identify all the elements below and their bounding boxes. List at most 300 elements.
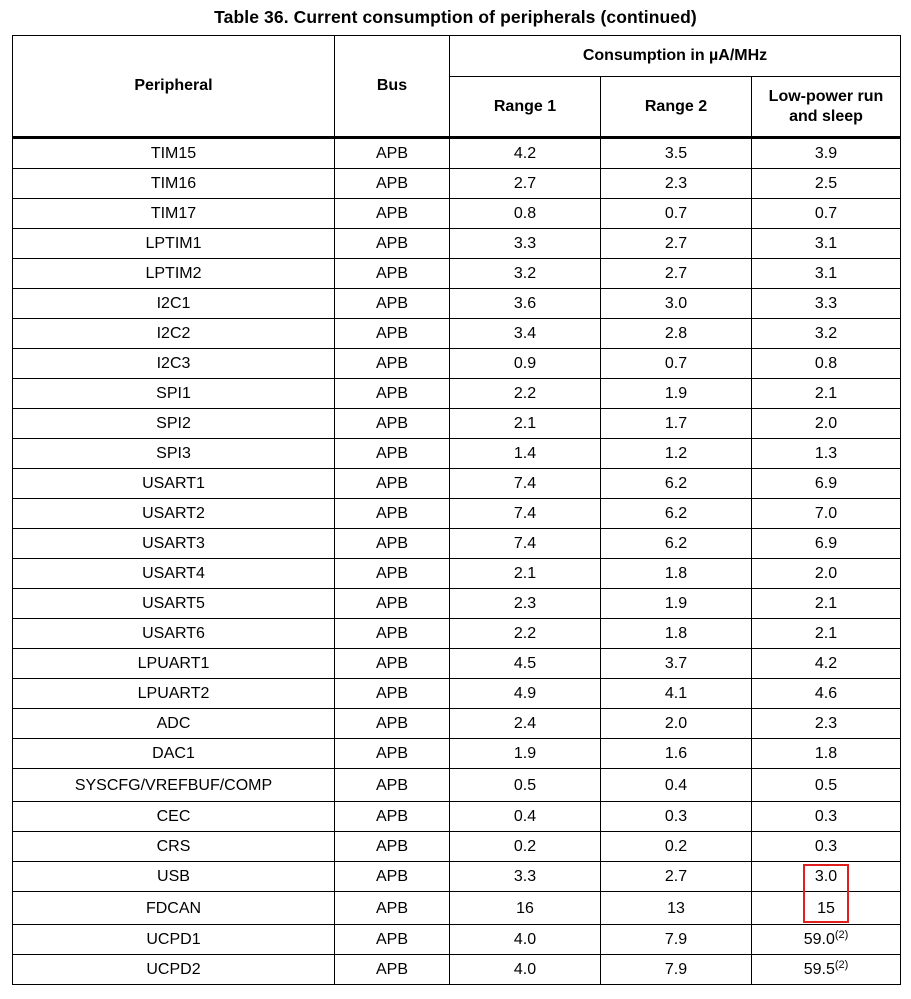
table-row [13, 955, 901, 985]
cell-lowpower-value: 3.1 [814, 265, 838, 282]
cell-lowpower-value: 1.3 [814, 445, 838, 462]
cell-range1 [450, 319, 601, 349]
cell-peripheral [13, 589, 335, 619]
cell-bus [335, 802, 450, 832]
cell-lowpower-value: 0.3 [814, 838, 838, 855]
cell-range1 [450, 769, 601, 802]
cell-lowpower [752, 469, 901, 499]
cell-bus-value: APB [375, 295, 408, 312]
cell-range1 [450, 925, 601, 955]
cell-range1-value: 3.2 [513, 265, 537, 282]
cell-peripheral-value: I2C1 [156, 295, 191, 312]
cell-range1 [450, 709, 601, 739]
cell-lowpower [752, 289, 901, 319]
cell-range1-value: 2.1 [513, 565, 537, 582]
cell-lowpower-value: 0.5 [814, 776, 838, 794]
cell-peripheral [13, 649, 335, 679]
cell-range2 [601, 679, 752, 709]
cell-bus [335, 469, 450, 499]
cell-range1 [450, 739, 601, 769]
cell-lowpower-value: 1.8 [814, 745, 838, 762]
cell-lowpower-value: 3.3 [814, 295, 838, 312]
table-row [13, 769, 901, 802]
cell-bus-value: APB [375, 899, 408, 917]
cell-lowpower [752, 349, 901, 379]
cell-bus-value: APB [375, 868, 408, 885]
cell-peripheral [13, 259, 335, 289]
cell-lowpower-value: 2.5 [814, 175, 838, 192]
cell-lowpower-value: 2.1 [814, 385, 838, 402]
cell-bus [335, 862, 450, 892]
cell-range1 [450, 349, 601, 379]
cell-peripheral [13, 862, 335, 892]
cell-bus-value: APB [375, 175, 408, 192]
cell-range2 [601, 409, 752, 439]
cell-range2 [601, 349, 752, 379]
cell-range1-value: 4.5 [513, 655, 537, 672]
cell-peripheral-value: SPI1 [156, 385, 191, 402]
cell-range2-value: 2.7 [664, 868, 688, 885]
cell-lowpower [752, 862, 901, 892]
cell-bus [335, 169, 450, 199]
cell-range1 [450, 559, 601, 589]
cell-lowpower-value: 3.1 [814, 235, 838, 252]
cell-bus-value: APB [375, 325, 408, 342]
cell-bus-value: APB [375, 355, 408, 372]
cell-range1-value: 1.4 [513, 445, 537, 462]
cell-range2 [601, 649, 752, 679]
table-row [13, 499, 901, 529]
table-row [13, 925, 901, 955]
cell-range2-value: 1.7 [664, 415, 688, 432]
cell-lowpower [752, 409, 901, 439]
cell-peripheral [13, 955, 335, 985]
cell-range2 [601, 199, 752, 229]
cell-bus [335, 289, 450, 319]
cell-peripheral-value: CEC [156, 808, 191, 825]
cell-range2-value: 3.7 [664, 655, 688, 672]
cell-range1-value: 2.1 [513, 415, 537, 432]
cell-range2 [601, 619, 752, 649]
cell-bus [335, 138, 450, 169]
cell-range1 [450, 649, 601, 679]
cell-range1-value: 1.9 [513, 745, 537, 762]
cell-range1-value: 0.2 [513, 838, 537, 855]
cell-bus [335, 319, 450, 349]
cell-lowpower [752, 169, 901, 199]
cell-peripheral [13, 529, 335, 559]
cell-lowpower [752, 679, 901, 709]
table-row [13, 409, 901, 439]
cell-bus-value: APB [375, 776, 408, 794]
cell-lowpower-value: 0.7 [814, 205, 838, 222]
header-peripheral: Peripheral [13, 36, 335, 138]
footnote-marker: (2) [834, 959, 849, 971]
cell-range1-value: 3.3 [513, 235, 537, 252]
cell-lowpower-value: 59.5 [803, 961, 835, 978]
cell-peripheral-value: UCPD1 [146, 931, 201, 948]
cell-range1 [450, 138, 601, 169]
cell-bus [335, 739, 450, 769]
cell-range2-value: 6.2 [664, 475, 688, 492]
cell-peripheral [13, 409, 335, 439]
cell-range1 [450, 379, 601, 409]
cell-range1 [450, 619, 601, 649]
cell-lowpower [752, 832, 901, 862]
cell-peripheral [13, 319, 335, 349]
cell-lowpower-value: 3.2 [814, 325, 838, 342]
cell-range1-value: 2.2 [513, 625, 537, 642]
table-row [13, 649, 901, 679]
cell-lowpower [752, 955, 901, 985]
table-row [13, 862, 901, 892]
cell-lowpower [752, 229, 901, 259]
cell-peripheral-value: USB [157, 868, 190, 885]
cell-range1-value: 4.9 [513, 685, 537, 702]
cell-range1-value: 3.3 [513, 868, 537, 885]
cell-peripheral-value: TIM17 [150, 205, 197, 222]
cell-range2 [601, 259, 752, 289]
cell-lowpower-value: 3.0 [814, 868, 838, 885]
footnote-marker: (2) [834, 929, 849, 941]
cell-bus-value: APB [375, 565, 408, 582]
cell-peripheral-value: SYSCFG/VREFBUF/COMP [74, 776, 273, 794]
cell-bus [335, 589, 450, 619]
cell-lowpower [752, 802, 901, 832]
cell-peripheral-value: USART3 [142, 535, 205, 552]
table-row [13, 739, 901, 769]
cell-bus-value: APB [375, 475, 408, 492]
cell-range1-value: 3.4 [513, 325, 537, 342]
cell-range2 [601, 862, 752, 892]
cell-lowpower [752, 199, 901, 229]
cell-range1-value: 2.7 [513, 175, 537, 192]
cell-range1 [450, 439, 601, 469]
cell-range1-value: 0.5 [513, 776, 537, 794]
cell-range2-value: 0.4 [664, 776, 688, 794]
cell-lowpower [752, 739, 901, 769]
cell-range1-value: 0.4 [513, 808, 537, 825]
header-bus: Bus [335, 36, 450, 138]
cell-range1-value: 4.0 [513, 931, 537, 948]
cell-peripheral [13, 892, 335, 925]
cell-bus [335, 832, 450, 862]
cell-range1-value: 7.4 [513, 505, 537, 522]
table-title: Table 36. Current consumption of peripherals (continued) [214, 7, 697, 27]
cell-lowpower-value: 0.3 [814, 808, 838, 825]
cell-bus-value: APB [375, 445, 408, 462]
cell-bus [335, 955, 450, 985]
cell-lowpower-value: 4.6 [814, 685, 838, 702]
cell-peripheral-value: I2C2 [156, 325, 191, 342]
cell-range2-value: 0.3 [664, 808, 688, 825]
cell-bus-value: APB [375, 715, 408, 732]
cell-range2-value: 6.2 [664, 535, 688, 552]
cell-peripheral-value: LPTIM1 [145, 235, 202, 252]
cell-bus-value: APB [375, 265, 408, 282]
cell-range2 [601, 769, 752, 802]
cell-bus-value: APB [375, 655, 408, 672]
cell-range2-value: 2.0 [664, 715, 688, 732]
cell-lowpower [752, 259, 901, 289]
cell-range2 [601, 802, 752, 832]
cell-range2-value: 6.2 [664, 505, 688, 522]
cell-bus-value: APB [375, 745, 408, 762]
cell-lowpower-value: 6.9 [814, 475, 838, 492]
cell-range2 [601, 739, 752, 769]
cell-range1 [450, 955, 601, 985]
cell-peripheral [13, 169, 335, 199]
cell-range2-value: 13 [667, 899, 685, 917]
cell-bus-value: APB [375, 535, 408, 552]
cell-lowpower [752, 138, 901, 169]
cell-range2-value: 2.7 [664, 265, 688, 282]
cell-bus-value: APB [375, 808, 408, 825]
cell-range2-value: 1.6 [664, 745, 688, 762]
cell-peripheral [13, 832, 335, 862]
cell-bus-value: APB [375, 145, 408, 162]
cell-range1-value: 3.6 [513, 295, 537, 312]
table-body [13, 138, 901, 985]
cell-peripheral [13, 289, 335, 319]
cell-range2-value: 2.3 [664, 175, 688, 192]
cell-lowpower [752, 709, 901, 739]
cell-lowpower-value: 59.0 [803, 931, 835, 948]
table-row [13, 469, 901, 499]
cell-range1-value: 4.0 [513, 961, 537, 978]
cell-range2-value: 3.0 [664, 295, 688, 312]
cell-range2 [601, 289, 752, 319]
cell-range2-value: 0.2 [664, 838, 688, 855]
cell-range2-value: 1.8 [664, 625, 688, 642]
cell-range2 [601, 955, 752, 985]
cell-range2 [601, 469, 752, 499]
cell-peripheral-value: USART5 [142, 595, 205, 612]
cell-peripheral [13, 229, 335, 259]
cell-peripheral-value: LPUART1 [137, 655, 210, 672]
cell-bus [335, 559, 450, 589]
cell-range2 [601, 559, 752, 589]
table-row [13, 589, 901, 619]
cell-lowpower [752, 589, 901, 619]
cell-lowpower [752, 619, 901, 649]
cell-range2-value: 4.1 [664, 685, 688, 702]
cell-peripheral-value: DAC1 [152, 745, 195, 762]
cell-peripheral-value: FDCAN [145, 899, 202, 917]
table-row [13, 559, 901, 589]
table-row [13, 138, 901, 169]
cell-range1 [450, 259, 601, 289]
cell-bus [335, 619, 450, 649]
cell-peripheral-value: USART6 [142, 625, 205, 642]
header-low-power [752, 77, 901, 138]
cell-bus [335, 409, 450, 439]
cell-range1-value: 7.4 [513, 475, 537, 492]
cell-peripheral-value: UCPD2 [146, 961, 201, 978]
cell-range2 [601, 832, 752, 862]
cell-range2-value: 3.5 [664, 145, 688, 162]
table-row [13, 379, 901, 409]
cell-range2-value: 1.2 [664, 445, 688, 462]
cell-range1 [450, 589, 601, 619]
cell-lowpower [752, 649, 901, 679]
cell-range2 [601, 138, 752, 169]
cell-range1-value: 0.9 [513, 355, 537, 372]
cell-range2-value: 7.9 [664, 931, 688, 948]
cell-lowpower-value: 3.9 [814, 145, 838, 162]
cell-range2 [601, 319, 752, 349]
cell-bus [335, 199, 450, 229]
cell-peripheral [13, 439, 335, 469]
cell-bus-value: APB [375, 625, 408, 642]
table-row [13, 709, 901, 739]
cell-peripheral [13, 559, 335, 589]
cell-peripheral-value: USART1 [142, 475, 205, 492]
cell-peripheral [13, 379, 335, 409]
cell-range1-value: 2.4 [513, 715, 537, 732]
cell-range1 [450, 169, 601, 199]
cell-bus [335, 679, 450, 709]
cell-range1 [450, 892, 601, 925]
cell-peripheral-value: CRS [156, 838, 191, 855]
cell-lowpower-value: 0.8 [814, 355, 838, 372]
cell-bus [335, 529, 450, 559]
cell-range1 [450, 409, 601, 439]
cell-bus-value: APB [375, 505, 408, 522]
cell-peripheral [13, 709, 335, 739]
cell-lowpower [752, 379, 901, 409]
cell-bus [335, 925, 450, 955]
cell-bus [335, 349, 450, 379]
cell-peripheral [13, 619, 335, 649]
cell-range1 [450, 229, 601, 259]
cell-peripheral-value: TIM15 [150, 145, 197, 162]
cell-bus-value: APB [375, 838, 408, 855]
cell-lowpower [752, 925, 901, 955]
cell-range2 [601, 925, 752, 955]
cell-peripheral-value: LPUART2 [137, 685, 210, 702]
table-row [13, 529, 901, 559]
cell-peripheral [13, 802, 335, 832]
header-low-power-label: Low-power run and sleep [768, 87, 884, 125]
cell-bus-value: APB [375, 415, 408, 432]
cell-range2 [601, 529, 752, 559]
table-row [13, 199, 901, 229]
cell-peripheral-value: USART4 [142, 565, 205, 582]
cell-range1 [450, 289, 601, 319]
header-range-1: Range 1 [450, 77, 601, 138]
table-row [13, 349, 901, 379]
cell-lowpower [752, 559, 901, 589]
cell-range2 [601, 229, 752, 259]
table-row [13, 892, 901, 925]
cell-lowpower [752, 319, 901, 349]
consumption-table [12, 35, 901, 985]
cell-range1 [450, 679, 601, 709]
cell-peripheral-value: SPI2 [156, 415, 191, 432]
cell-lowpower [752, 769, 901, 802]
cell-lowpower-value: 7.0 [814, 505, 838, 522]
cell-peripheral [13, 469, 335, 499]
table-row [13, 619, 901, 649]
cell-peripheral [13, 499, 335, 529]
cell-bus [335, 499, 450, 529]
cell-range2-value: 2.8 [664, 325, 688, 342]
table-row [13, 259, 901, 289]
cell-peripheral-value: I2C3 [156, 355, 191, 372]
cell-range1-value: 4.2 [513, 145, 537, 162]
cell-bus [335, 439, 450, 469]
cell-range1-value: 2.3 [513, 595, 537, 612]
table-row [13, 802, 901, 832]
table-row [13, 289, 901, 319]
cell-lowpower-value: 2.0 [814, 415, 838, 432]
cell-range2-value: 0.7 [664, 205, 688, 222]
cell-lowpower-value: 2.1 [814, 595, 838, 612]
table-row [13, 229, 901, 259]
cell-bus [335, 709, 450, 739]
cell-bus-value: APB [375, 961, 408, 978]
cell-range2 [601, 589, 752, 619]
header-range-2: Range 2 [601, 77, 752, 138]
cell-range2 [601, 169, 752, 199]
cell-range1 [450, 862, 601, 892]
cell-peripheral [13, 199, 335, 229]
cell-lowpower-value: 2.1 [814, 625, 838, 642]
table-row [13, 439, 901, 469]
cell-peripheral [13, 769, 335, 802]
cell-range2-value: 1.9 [664, 385, 688, 402]
table-row [13, 319, 901, 349]
cell-range1-value: 16 [516, 899, 534, 917]
cell-range1-value: 2.2 [513, 385, 537, 402]
table-row [13, 679, 901, 709]
cell-range2 [601, 709, 752, 739]
cell-range1 [450, 199, 601, 229]
cell-range1 [450, 499, 601, 529]
header-consumption: Consumption in µA/MHz [450, 36, 901, 77]
cell-bus-value: APB [375, 385, 408, 402]
cell-range1 [450, 802, 601, 832]
cell-range2 [601, 892, 752, 925]
cell-bus-value: APB [375, 235, 408, 252]
cell-bus-value: APB [375, 685, 408, 702]
table-row [13, 832, 901, 862]
cell-range1 [450, 469, 601, 499]
cell-bus-value: APB [375, 205, 408, 222]
cell-peripheral-value: LPTIM2 [145, 265, 202, 282]
cell-range2 [601, 439, 752, 469]
cell-range2-value: 7.9 [664, 961, 688, 978]
cell-peripheral [13, 679, 335, 709]
cell-peripheral-value: SPI3 [156, 445, 191, 462]
cell-lowpower-value: 6.9 [814, 535, 838, 552]
cell-bus [335, 229, 450, 259]
cell-lowpower-value: 15 [817, 899, 835, 917]
cell-lowpower [752, 439, 901, 469]
cell-lowpower [752, 892, 901, 925]
cell-range2-value: 1.8 [664, 565, 688, 582]
table-row [13, 169, 901, 199]
cell-lowpower-value: 2.0 [814, 565, 838, 582]
cell-range2-value: 0.7 [664, 355, 688, 372]
cell-bus-value: APB [375, 595, 408, 612]
cell-peripheral [13, 138, 335, 169]
cell-bus [335, 649, 450, 679]
cell-range2-value: 1.9 [664, 595, 688, 612]
cell-range1-value: 7.4 [513, 535, 537, 552]
cell-range1 [450, 832, 601, 862]
